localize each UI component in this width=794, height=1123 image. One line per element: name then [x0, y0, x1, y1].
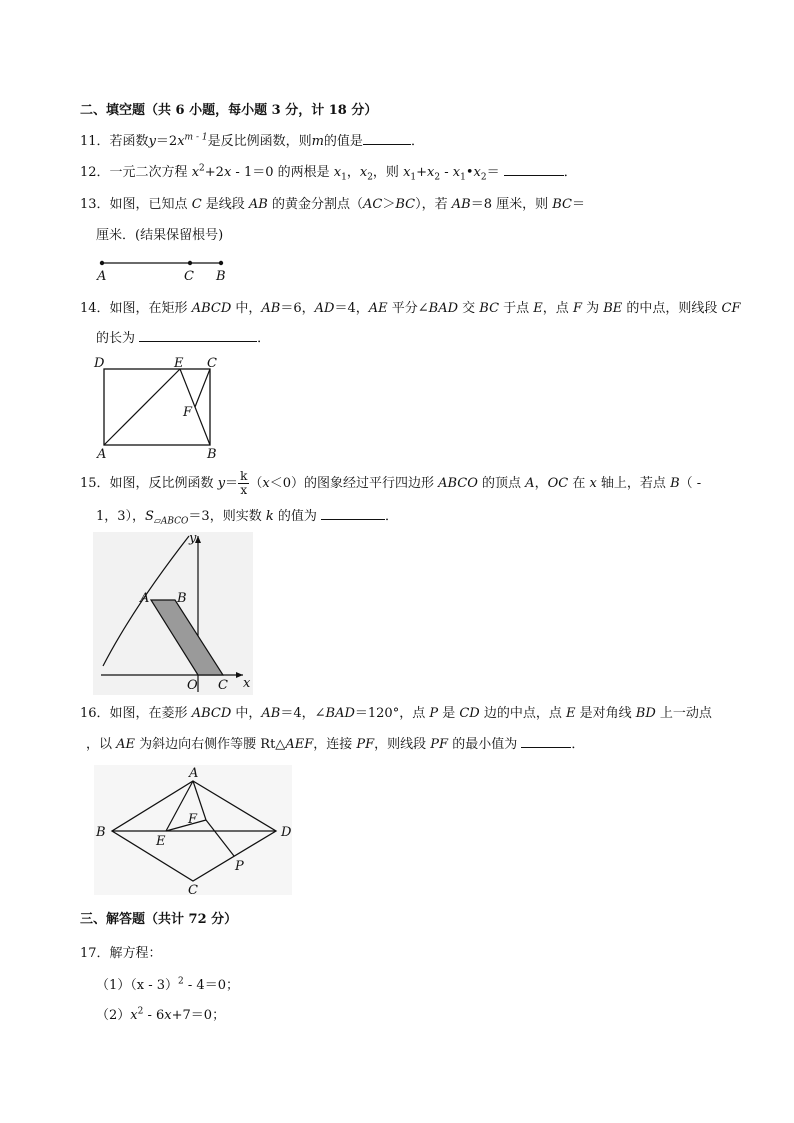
section-title-answers: 三、解答题（共计 72 分） — [80, 912, 238, 927]
figure-16-rhombus — [88, 763, 298, 898]
label-B: B — [216, 269, 226, 284]
label-A: A — [97, 269, 107, 284]
question-17-part-2: $(2)x^2 - 6x+7=0$； — [96, 1006, 226, 1023]
question-15: 15．如图，反比例函数 y＝ $\frac{k}{x}$ （x＜0）的图象经过平行四边形 ABCO 的顶点 A，OC 在 x 轴上，若点 B（ - — [80, 469, 702, 497]
figure-13-segment — [90, 255, 240, 285]
axis-label-y: y — [189, 531, 197, 546]
label-C: C — [188, 883, 198, 898]
label-F: F — [183, 405, 193, 420]
question-number: 12． — [80, 165, 110, 180]
question-16: 16．如图，在菱形 ABCD 中，AB＝4，∠BAD＝120°，点 P 是 CD 边的中点，点 E 是对角线 BD 上一动点 — [80, 706, 712, 721]
label-D: D — [281, 825, 292, 840]
label-E: E — [156, 834, 166, 849]
question-14-line2: 的长为 ． — [96, 331, 271, 346]
label-D: D — [94, 356, 105, 371]
answer-blank[interactable] — [321, 507, 385, 520]
label-C: C — [207, 356, 217, 371]
question-13: 13．如图，已知点 C 是线段 AB 的黄金分割点（AC＞BC），若 AB＝8 厘米，则 BC＝ — [80, 197, 586, 212]
label-A: A — [140, 591, 150, 606]
label-O: O — [187, 678, 198, 693]
label-B: B — [177, 591, 187, 606]
question-number: 15． — [80, 476, 110, 491]
question-15-line2: 1，3），$S_{▱ABCO}=3$，则实数 k 的值为 ． — [96, 509, 398, 527]
section-title-fill-in: 二、填空题（共 6 小题，每小题 3 分，计 18 分） — [80, 103, 378, 118]
question-number: 13． — [80, 197, 110, 212]
question-16-line2: ，以 AE 为斜边向右侧作等腰 Rt△AEF，连接 PF，则线段 PF 的最小值为 ． — [86, 737, 585, 752]
answer-blank[interactable] — [363, 132, 411, 145]
fraction-k-over-x: $\frac{k}{x}$ — [240, 469, 248, 497]
label-B: B — [207, 447, 217, 462]
question-12: 12．一元二次方程 $x^2+2x - 1=0$ 的两根是 $x_1$，$x_2$，则 $x_1+x_2$ - $x_1•x_2=$ ． — [80, 163, 577, 183]
answer-blank[interactable] — [139, 329, 257, 342]
label-B: B — [96, 825, 106, 840]
question-number: 17． — [80, 946, 110, 961]
label-P: P — [235, 859, 244, 874]
question-13-line2: 厘米．(结果保留根号) — [96, 228, 224, 243]
answer-blank[interactable] — [521, 735, 571, 748]
question-number: 16． — [80, 706, 110, 721]
label-F: F — [188, 812, 198, 827]
question-14: 14．如图，在矩形 ABCD 中，AB＝6，AD＝4，AE 平分∠BAD 交 BC 于点 E，点 F 为 BE 的中点，则线段 CF — [80, 301, 741, 316]
question-11: 11．若函数$y=2x^{m - 1}$是反比例函数，则m的值是 ． — [80, 132, 424, 149]
label-C: C — [184, 269, 194, 284]
axis-label-x: x — [243, 676, 251, 691]
question-17: 17．解方程： — [80, 946, 162, 961]
question-17-part-1: （1）（x - 3）$^2$ - 4＝0； — [96, 976, 239, 993]
label-A: A — [189, 766, 199, 781]
answer-blank[interactable] — [504, 163, 564, 176]
figure-14-rectangle — [88, 352, 228, 462]
figure-15-graph — [93, 528, 258, 696]
label-C: C — [218, 678, 228, 693]
question-number: 11． — [80, 134, 110, 149]
label-E: E — [174, 356, 184, 371]
label-A: A — [97, 447, 107, 462]
question-number: 14． — [80, 301, 110, 316]
